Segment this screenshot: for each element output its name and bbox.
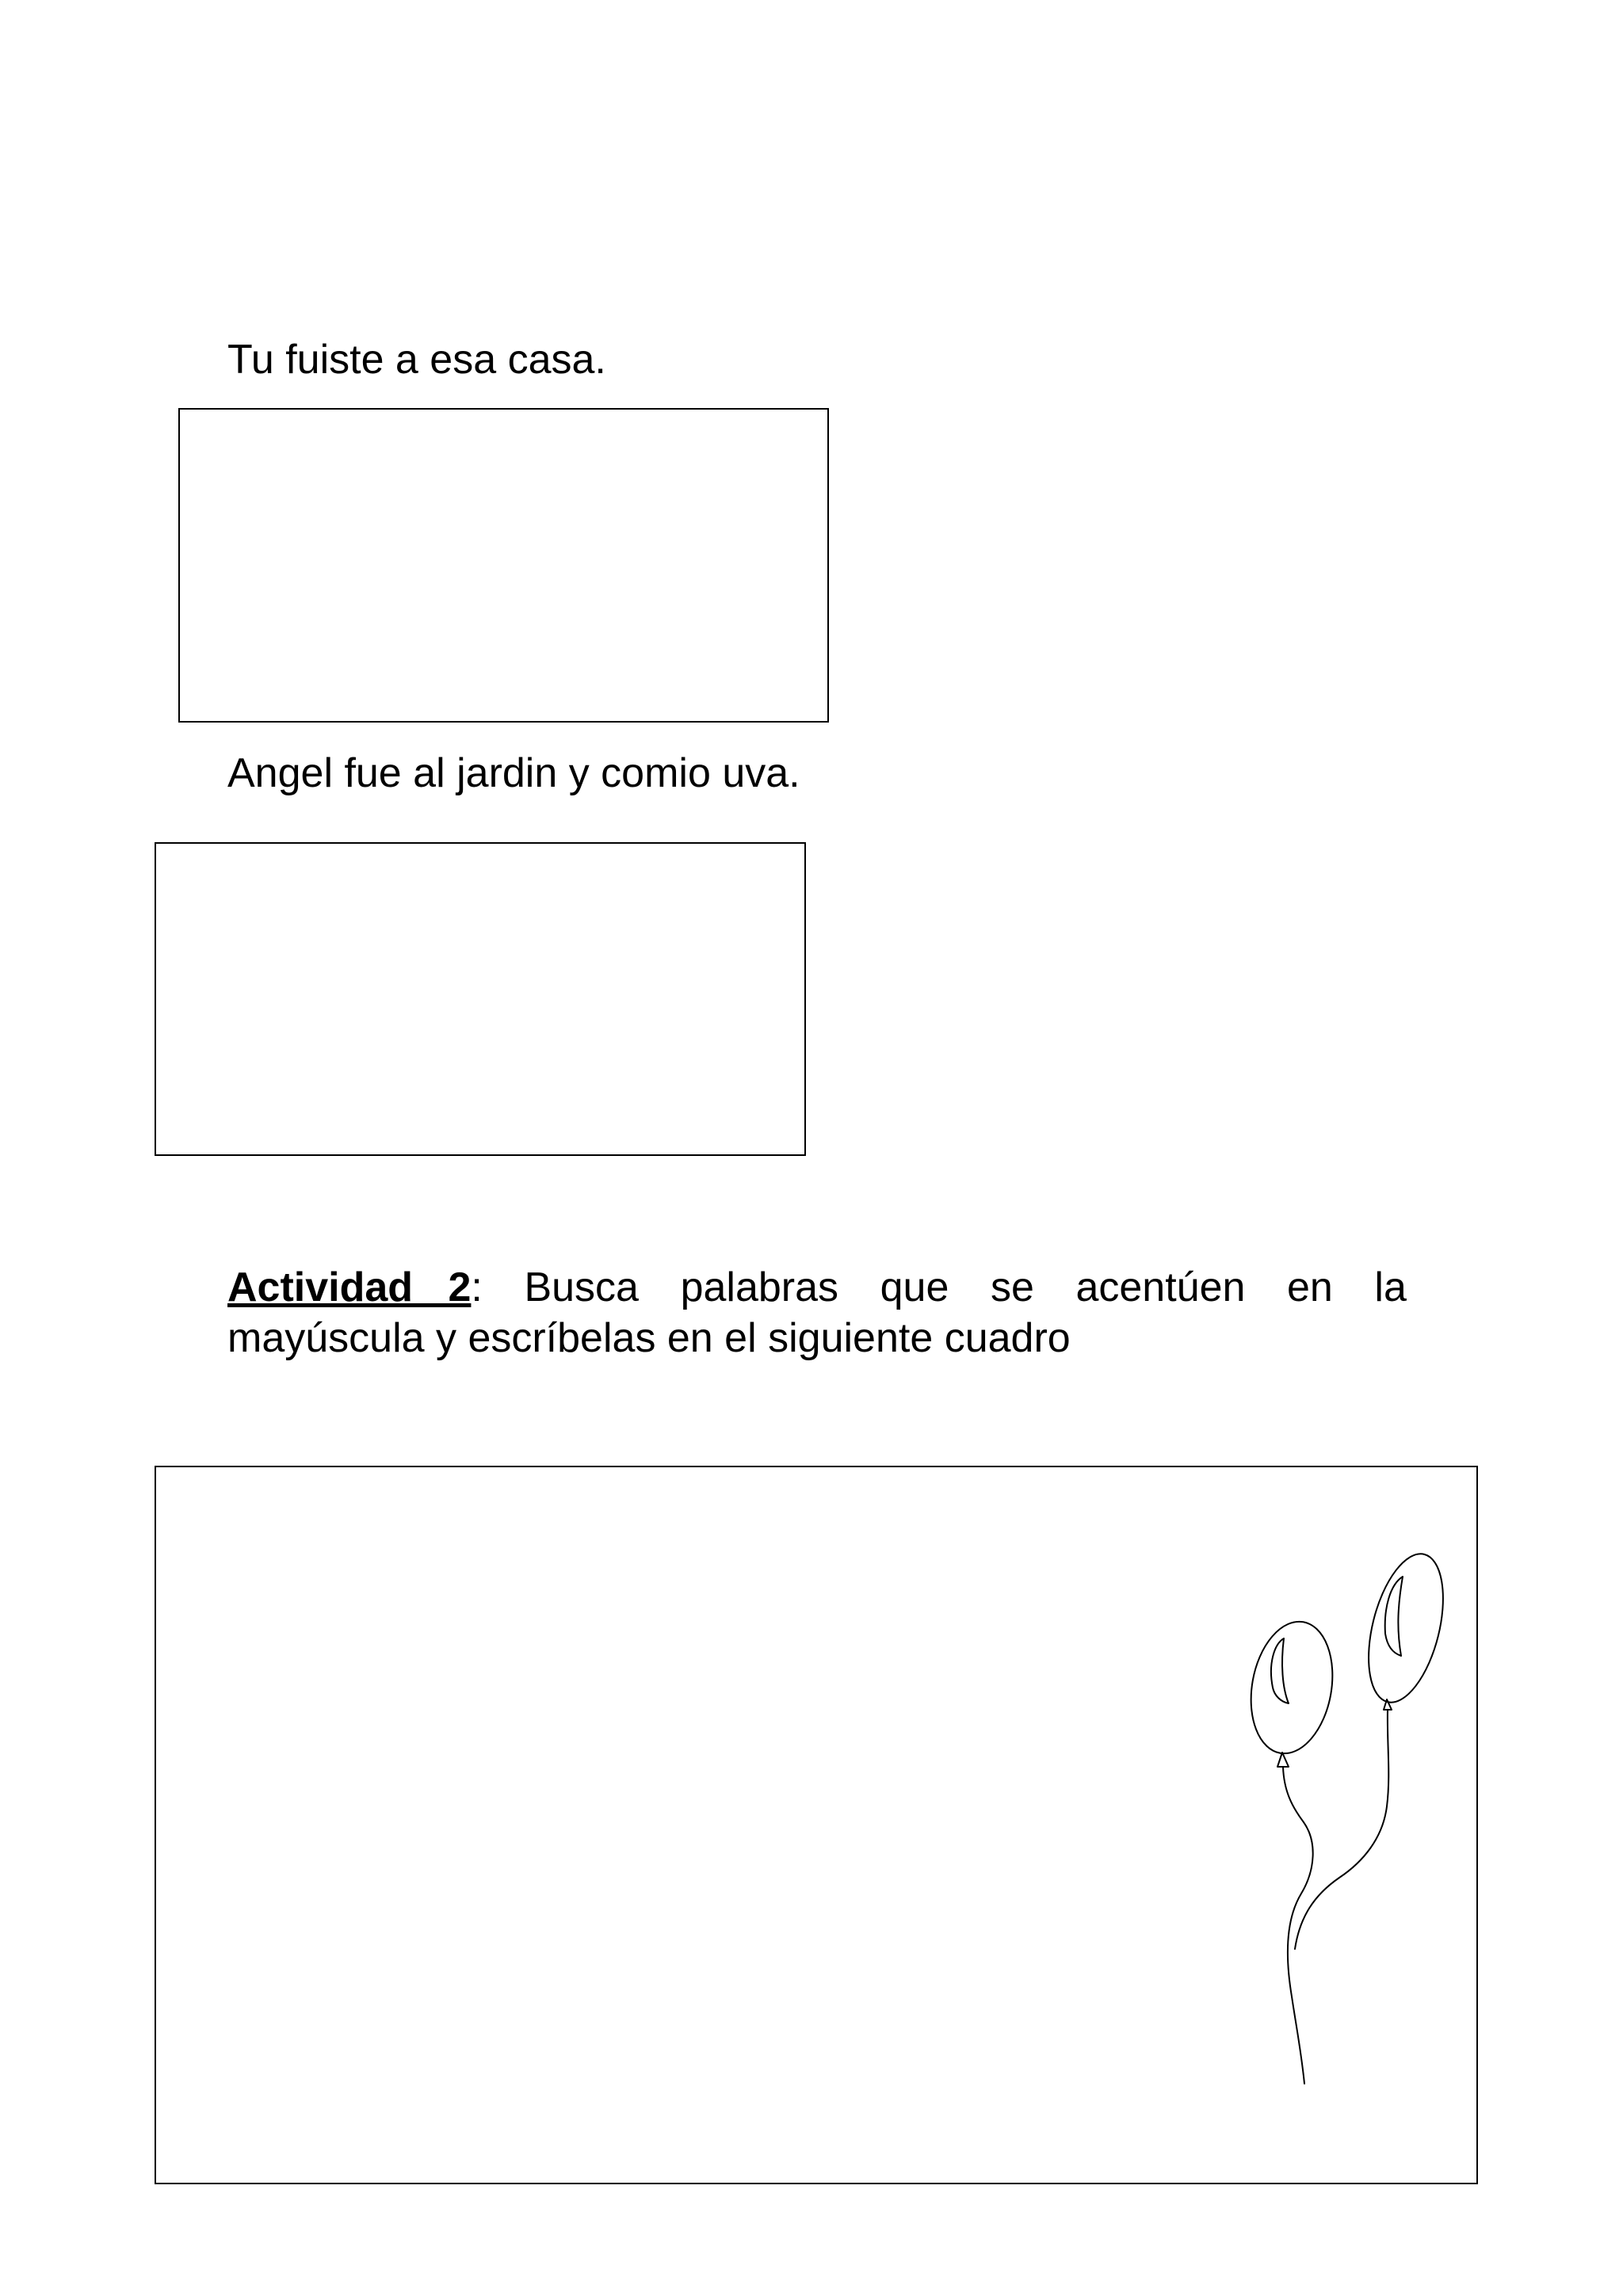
activity-word: Busca — [524, 1264, 639, 1310]
activity-word: que — [880, 1264, 949, 1310]
activity-line-2: mayúscula y escríbelas en el siguiente cuadro — [227, 1315, 1071, 1361]
sentence-1: Tu fuiste a esa casa. — [227, 337, 606, 383]
activity-word: en — [1287, 1264, 1333, 1310]
activity-heading — [227, 1262, 483, 1313]
activity-word: palabras — [680, 1264, 839, 1310]
activity-word: acentúen — [1075, 1264, 1246, 1310]
activity-line-1 — [227, 1262, 1407, 1313]
activity-label: Actividad 2 — [227, 1264, 472, 1310]
activity-word: se — [990, 1264, 1034, 1310]
balloons-icon — [1220, 1537, 1466, 2139]
answer-box-1[interactable] — [178, 408, 829, 723]
activity-colon: : — [471, 1264, 483, 1310]
sentence-2: Angel fue al jardin y comio uva. — [227, 750, 800, 796]
activity-word: la — [1374, 1264, 1407, 1310]
activity-2-instruction — [227, 1262, 1407, 1363]
answer-box-2[interactable] — [155, 842, 806, 1156]
